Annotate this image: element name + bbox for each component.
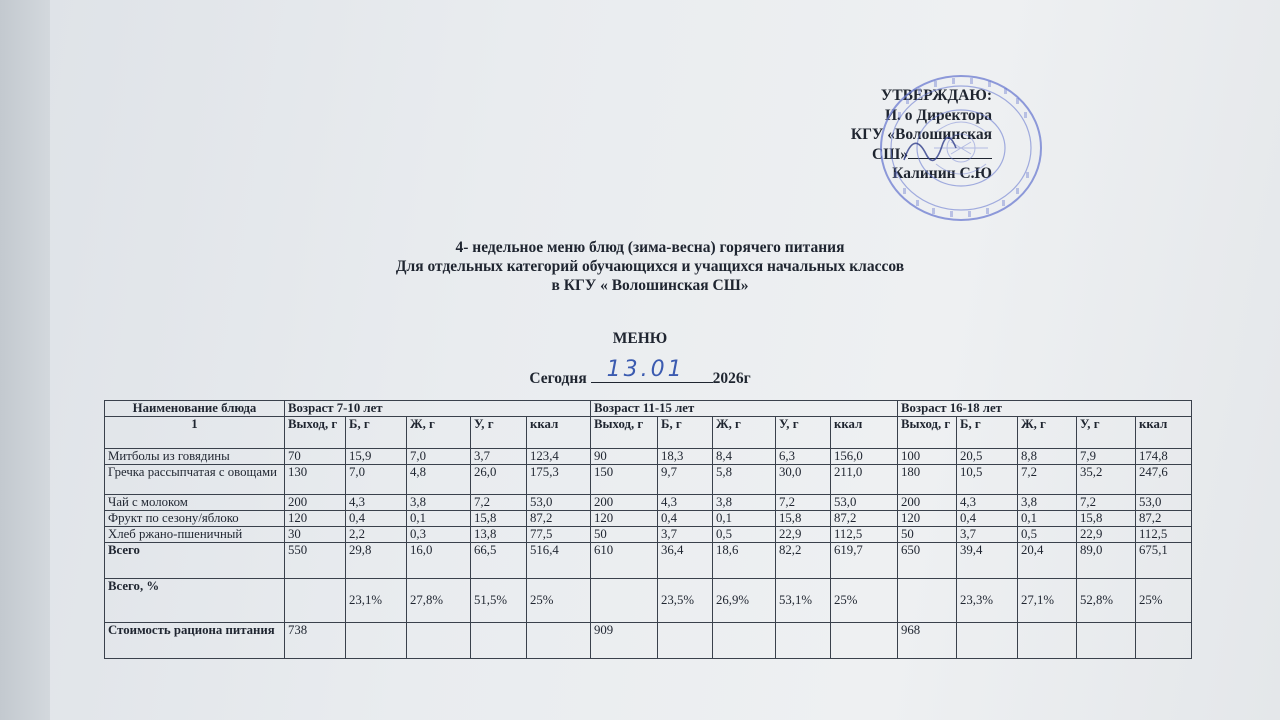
cost-row	[105, 623, 1192, 659]
dish-value: 120	[898, 511, 957, 527]
dish-value: 8,4	[713, 449, 776, 465]
approval-heading: УТВЕРЖДАЮ:	[880, 87, 992, 104]
dish-value: 150	[591, 465, 658, 495]
dish-value: 7,2	[471, 495, 527, 511]
dish-value: 0,5	[1018, 527, 1077, 543]
total-value: 29,8	[346, 543, 407, 579]
dish-value: 20,5	[957, 449, 1018, 465]
dish-value: 26,0	[471, 465, 527, 495]
document-title	[300, 238, 1000, 295]
total-value: 650	[898, 543, 957, 579]
total-value: 619,7	[831, 543, 898, 579]
cost-value: 968	[898, 623, 957, 659]
table-row	[105, 449, 1192, 465]
title-line-1: 4- недельное меню блюд (зима-весна) горячего питания	[455, 239, 845, 256]
header-age-group: Возраст 7-10 лет	[285, 401, 591, 417]
dish-value: 120	[591, 511, 658, 527]
empty-cell	[957, 623, 1018, 659]
empty-cell	[776, 623, 831, 659]
dish-value: 35,2	[1077, 465, 1136, 495]
dish-value: 0,1	[407, 511, 471, 527]
total-value: 82,2	[776, 543, 831, 579]
dish-value: 15,8	[776, 511, 831, 527]
dish-value: 0,4	[346, 511, 407, 527]
total-percent-value: 52,8%	[1077, 579, 1136, 623]
total-row	[105, 543, 1192, 579]
dish-value: 30,0	[776, 465, 831, 495]
dish-value: 3,7	[957, 527, 1018, 543]
dish-value: 3,7	[658, 527, 713, 543]
approval-org-end-text: СШ»	[872, 145, 908, 163]
signature-line	[908, 146, 992, 159]
handwritten-date: 13.01	[606, 357, 685, 382]
dish-value: 7,0	[346, 465, 407, 495]
dish-value: 53,0	[831, 495, 898, 511]
table-row	[105, 495, 1192, 511]
empty-cell	[1018, 623, 1077, 659]
dish-value: 50	[898, 527, 957, 543]
total-label: Всего	[105, 543, 285, 579]
empty-cell	[407, 623, 471, 659]
empty-cell	[658, 623, 713, 659]
empty-cell	[527, 623, 591, 659]
dish-name: Чай с молоком	[105, 495, 285, 511]
empty-cell	[471, 623, 527, 659]
total-value: 89,0	[1077, 543, 1136, 579]
dish-value: 4,3	[658, 495, 713, 511]
total-percent-value	[898, 579, 957, 623]
total-value: 675,1	[1136, 543, 1192, 579]
desk-background	[0, 0, 50, 720]
cost-label: Стоимость рациона питания	[105, 623, 285, 659]
today-year: 2026г	[712, 370, 751, 387]
dish-value: 247,6	[1136, 465, 1192, 495]
total-percent-value: 51,5%	[471, 579, 527, 623]
dish-value: 6,3	[776, 449, 831, 465]
total-percent-value: 23,1%	[346, 579, 407, 623]
dish-value: 87,2	[1136, 511, 1192, 527]
dish-value: 130	[285, 465, 346, 495]
cost-value: 909	[591, 623, 658, 659]
dish-value: 10,5	[957, 465, 1018, 495]
header-age-group: Возраст 16-18 лет	[898, 401, 1192, 417]
header-dish-name: Наименование блюда	[105, 401, 285, 417]
header-column: Выход, г	[898, 417, 957, 449]
total-percent-value: 27,1%	[1018, 579, 1077, 623]
dish-value: 9,7	[658, 465, 713, 495]
table-row	[105, 527, 1192, 543]
table-row	[105, 511, 1192, 527]
total-percent-value: 53,1%	[776, 579, 831, 623]
dish-value: 180	[898, 465, 957, 495]
total-value: 16,0	[407, 543, 471, 579]
header-number: 1	[105, 417, 285, 449]
total-percent-value: 23,3%	[957, 579, 1018, 623]
dish-value: 2,2	[346, 527, 407, 543]
header-column: У, г	[1077, 417, 1136, 449]
dish-value: 30	[285, 527, 346, 543]
dish-value: 50	[591, 527, 658, 543]
dish-value: 0,1	[1018, 511, 1077, 527]
dish-value: 0,3	[407, 527, 471, 543]
title-line-3: в КГУ « Волошинская СШ»	[551, 277, 749, 294]
dish-value: 4,3	[957, 495, 1018, 511]
dish-value: 18,3	[658, 449, 713, 465]
dish-value: 22,9	[1077, 527, 1136, 543]
dish-value: 53,0	[527, 495, 591, 511]
approval-signer: Калинин С.Ю	[892, 165, 992, 182]
header-column: ккал	[831, 417, 898, 449]
dish-value: 200	[285, 495, 346, 511]
empty-cell	[1136, 623, 1192, 659]
dish-name: Фрукт по сезону/яблоко	[105, 511, 285, 527]
dish-value: 174,8	[1136, 449, 1192, 465]
dish-value: 13,8	[471, 527, 527, 543]
total-percent-value: 23,5%	[658, 579, 713, 623]
header-column: Б, г	[658, 417, 713, 449]
dish-value: 7,0	[407, 449, 471, 465]
total-value: 550	[285, 543, 346, 579]
dish-value: 0,4	[658, 511, 713, 527]
total-value: 516,4	[527, 543, 591, 579]
header-column: Б, г	[346, 417, 407, 449]
dish-value: 0,4	[957, 511, 1018, 527]
dish-value: 7,2	[1018, 465, 1077, 495]
dish-value: 8,8	[1018, 449, 1077, 465]
total-percent-value	[285, 579, 346, 623]
cost-value: 738	[285, 623, 346, 659]
table-subheader-row	[105, 417, 1192, 449]
header-column: Ж, г	[713, 417, 776, 449]
dish-value: 22,9	[776, 527, 831, 543]
dish-value: 77,5	[527, 527, 591, 543]
table-row	[105, 465, 1192, 495]
header-column: Ж, г	[1018, 417, 1077, 449]
total-value: 36,4	[658, 543, 713, 579]
today-line	[480, 357, 800, 388]
dish-name: Гречка рассыпчатая с овощами	[105, 465, 285, 495]
approval-org: КГУ «Волошинская	[850, 126, 992, 143]
total-percent-label: Всего, %	[105, 579, 285, 623]
header-age-group: Возраст 11-15 лет	[591, 401, 898, 417]
today-label: Сегодня	[529, 370, 587, 387]
dish-value: 4,3	[346, 495, 407, 511]
dish-value: 112,5	[1136, 527, 1192, 543]
total-percent-value: 25%	[527, 579, 591, 623]
header-column: Выход, г	[285, 417, 346, 449]
dish-value: 3,8	[1018, 495, 1077, 511]
dish-value: 120	[285, 511, 346, 527]
empty-cell	[1077, 623, 1136, 659]
menu-heading: МЕНЮ	[612, 330, 668, 347]
total-percent-value: 25%	[1136, 579, 1192, 623]
dish-value: 123,4	[527, 449, 591, 465]
dish-value: 0,1	[713, 511, 776, 527]
empty-cell	[831, 623, 898, 659]
empty-cell	[713, 623, 776, 659]
header-column: Б, г	[957, 417, 1018, 449]
dish-value: 211,0	[831, 465, 898, 495]
approval-position: И. о Директора	[885, 106, 992, 124]
total-percent-value	[591, 579, 658, 623]
dish-value: 87,2	[831, 511, 898, 527]
header-column: ккал	[527, 417, 591, 449]
header-column: Ж, г	[407, 417, 471, 449]
total-value: 18,6	[713, 543, 776, 579]
dish-name: Хлеб ржано-пшеничный	[105, 527, 285, 543]
dish-value: 4,8	[407, 465, 471, 495]
header-column: ккал	[1136, 417, 1192, 449]
total-value: 39,4	[957, 543, 1018, 579]
empty-cell	[346, 623, 407, 659]
total-value: 66,5	[471, 543, 527, 579]
dish-value: 15,8	[471, 511, 527, 527]
total-percent-value: 27,8%	[407, 579, 471, 623]
dish-value: 156,0	[831, 449, 898, 465]
dish-value: 87,2	[527, 511, 591, 527]
menu-table	[104, 400, 1192, 659]
dish-value: 3,7	[471, 449, 527, 465]
dish-value: 7,2	[776, 495, 831, 511]
dish-name: Митболы из говядины	[105, 449, 285, 465]
title-line-2: Для отдельных категорий обучающихся и учащихся начальных классов	[395, 258, 905, 275]
dish-value: 7,2	[1077, 495, 1136, 511]
header-column: У, г	[471, 417, 527, 449]
dish-value: 3,8	[713, 495, 776, 511]
dish-value: 200	[591, 495, 658, 511]
dish-value: 3,8	[407, 495, 471, 511]
dish-value: 0,5	[713, 527, 776, 543]
total-percent-value: 25%	[831, 579, 898, 623]
dish-value: 15,9	[346, 449, 407, 465]
date-field	[591, 357, 713, 383]
dish-value: 100	[898, 449, 957, 465]
approval-block	[760, 86, 992, 184]
dish-value: 53,0	[1136, 495, 1192, 511]
header-column: У, г	[776, 417, 831, 449]
dish-value: 90	[591, 449, 658, 465]
dish-value: 200	[898, 495, 957, 511]
header-column: Выход, г	[591, 417, 658, 449]
total-value: 20,4	[1018, 543, 1077, 579]
dish-value: 112,5	[831, 527, 898, 543]
approval-org-end	[760, 145, 992, 165]
dish-value: 15,8	[1077, 511, 1136, 527]
dish-value: 70	[285, 449, 346, 465]
dish-value: 7,9	[1077, 449, 1136, 465]
total-percent-value: 26,9%	[713, 579, 776, 623]
total-percent-row	[105, 579, 1192, 623]
total-value: 610	[591, 543, 658, 579]
dish-value: 175,3	[527, 465, 591, 495]
dish-value: 5,8	[713, 465, 776, 495]
table-header-row	[105, 401, 1192, 417]
